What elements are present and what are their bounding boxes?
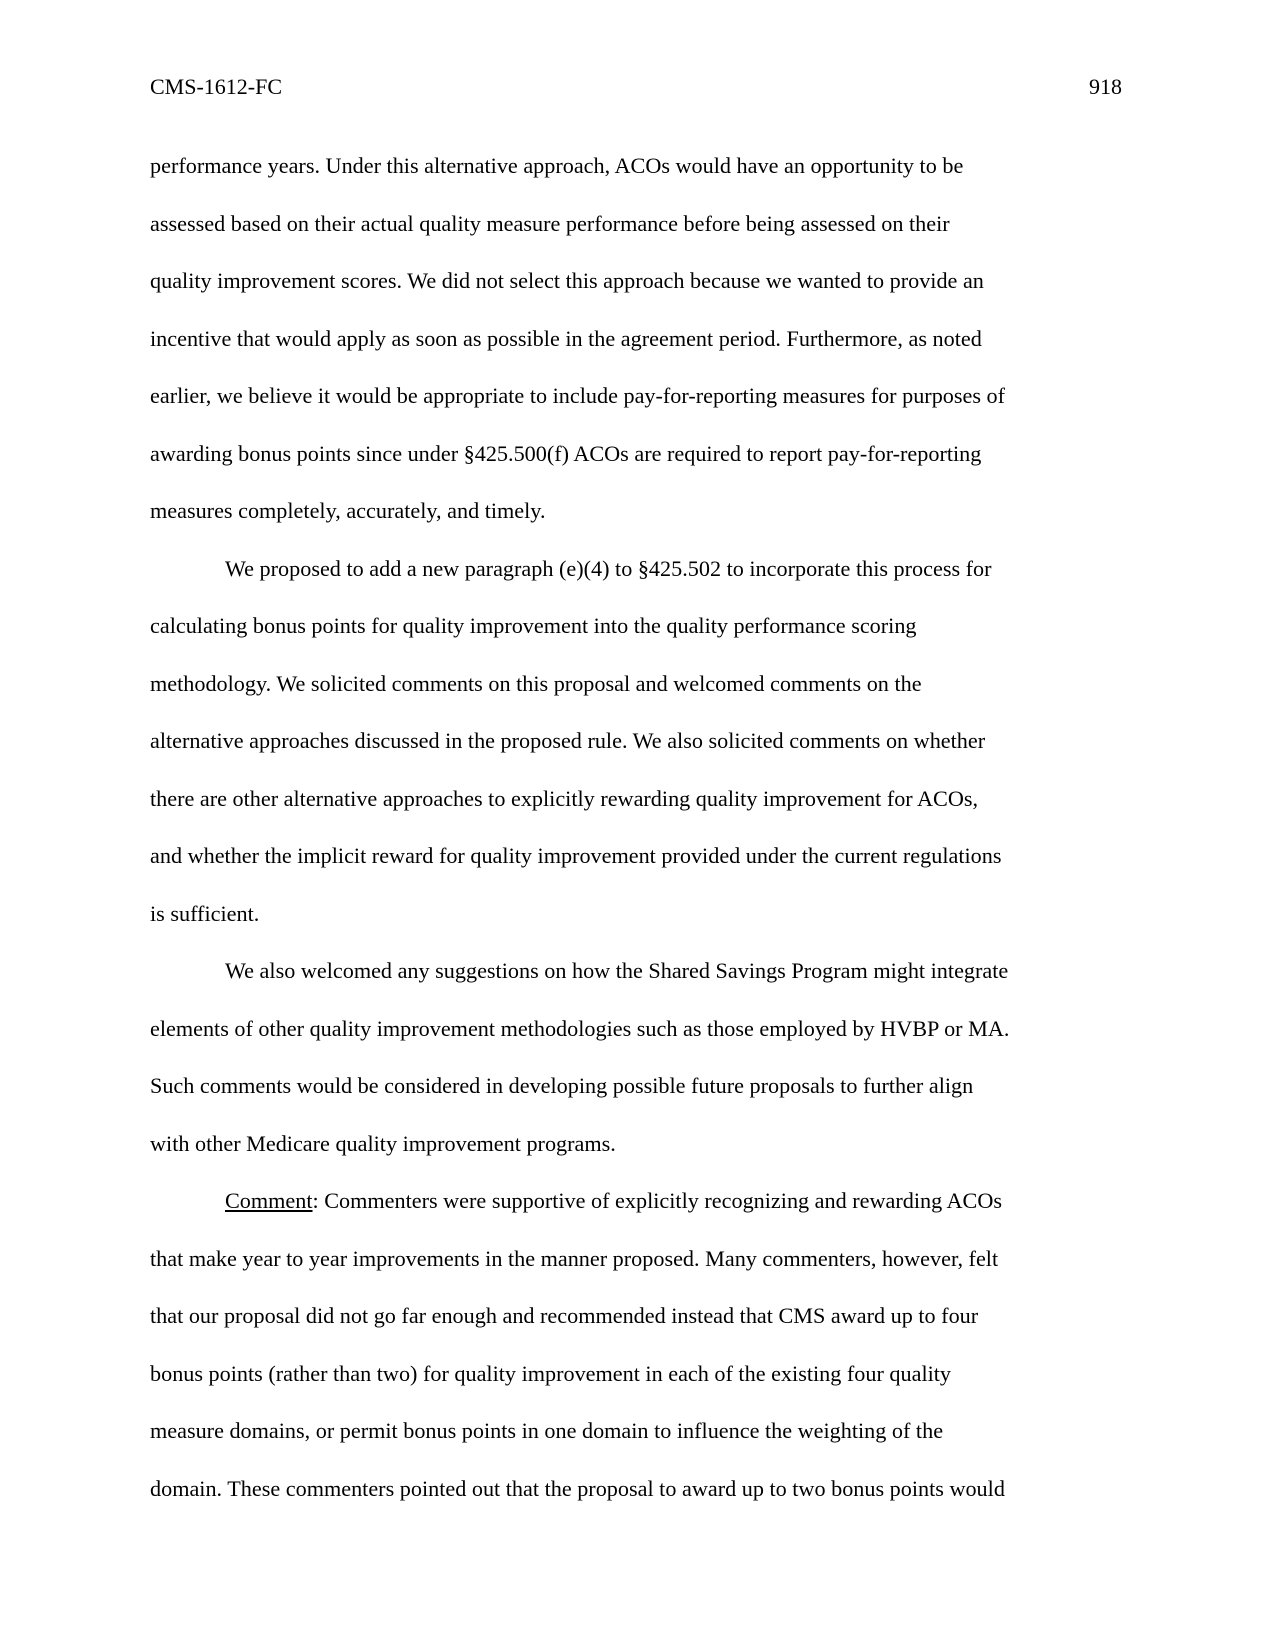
comment-text: : Commenters were supportive of explicitly recognizing and rewarding ACOs (312, 1188, 1003, 1213)
body-text (150, 137, 1125, 1517)
text-line: is sufficient. (150, 900, 260, 926)
text-line: bonus points (rather than two) for quality improvement in each of the existing four quality (150, 1360, 952, 1386)
text-line: elements of other quality improvement methodologies such as those employed by HVBP or MA. (150, 1015, 1010, 1041)
text-line: that make year to year improvements in the manner proposed. Many commenters, however, felt (150, 1245, 999, 1271)
text-line: calculating bonus points for quality improvement into the quality performance scoring (150, 613, 917, 638)
text-line: alternative approaches discussed in the proposed rule. We also solicited comments on whether (150, 728, 986, 753)
text-line: with other Medicare quality improvement programs. (150, 1130, 616, 1156)
text-line: measure domains, or permit bonus points in one domain to influence the weighting of the (150, 1418, 944, 1443)
text-line: We proposed to add a new paragraph (e)(4) to §425.502 to incorporate this process for (225, 555, 992, 581)
running-header (150, 72, 1122, 102)
text-line: We also welcomed any suggestions on how the Shared Savings Program might integrate (225, 958, 1009, 983)
text-line: incentive that would apply as soon as possible in the agreement period. Furthermore, as noted (150, 325, 982, 351)
text-line: methodology. We solicited comments on this proposal and welcomed comments on the (150, 670, 922, 696)
text-line: assessed based on their actual quality measure performance before being assessed on their (150, 210, 950, 236)
text-line: earlier, we believe it would be appropriate to include pay-for-reporting measures for purposes of (150, 383, 1006, 408)
text-line: there are other alternative approaches to explicitly rewarding quality improvement for ACOs, (150, 785, 979, 811)
comment-label: Comment (225, 1188, 313, 1213)
text-line: quality improvement scores. We did not select this approach because we wanted to provide an (150, 268, 984, 293)
text-line: measures completely, accurately, and timely. (150, 498, 546, 523)
text-line: performance years. Under this alternative approach, ACOs would have an opportunity to be (150, 153, 964, 178)
text-line: that our proposal did not go far enough and recommended instead that CMS award up to four (150, 1303, 979, 1328)
text-line: awarding bonus points since under §425.500(f) ACOs are required to report pay-for-reporting (150, 440, 982, 466)
text-line: Such comments would be considered in developing possible future proposals to further align (150, 1073, 974, 1098)
text-line: and whether the implicit reward for quality improvement provided under the current regulations (150, 843, 1002, 868)
document-id: CMS-1612-FC (150, 74, 283, 99)
page-number: 918 (1089, 74, 1122, 99)
comment-first-line (150, 1172, 1125, 1230)
text-line: domain. These commenters pointed out that the proposal to award up to two bonus points would (150, 1475, 1005, 1501)
